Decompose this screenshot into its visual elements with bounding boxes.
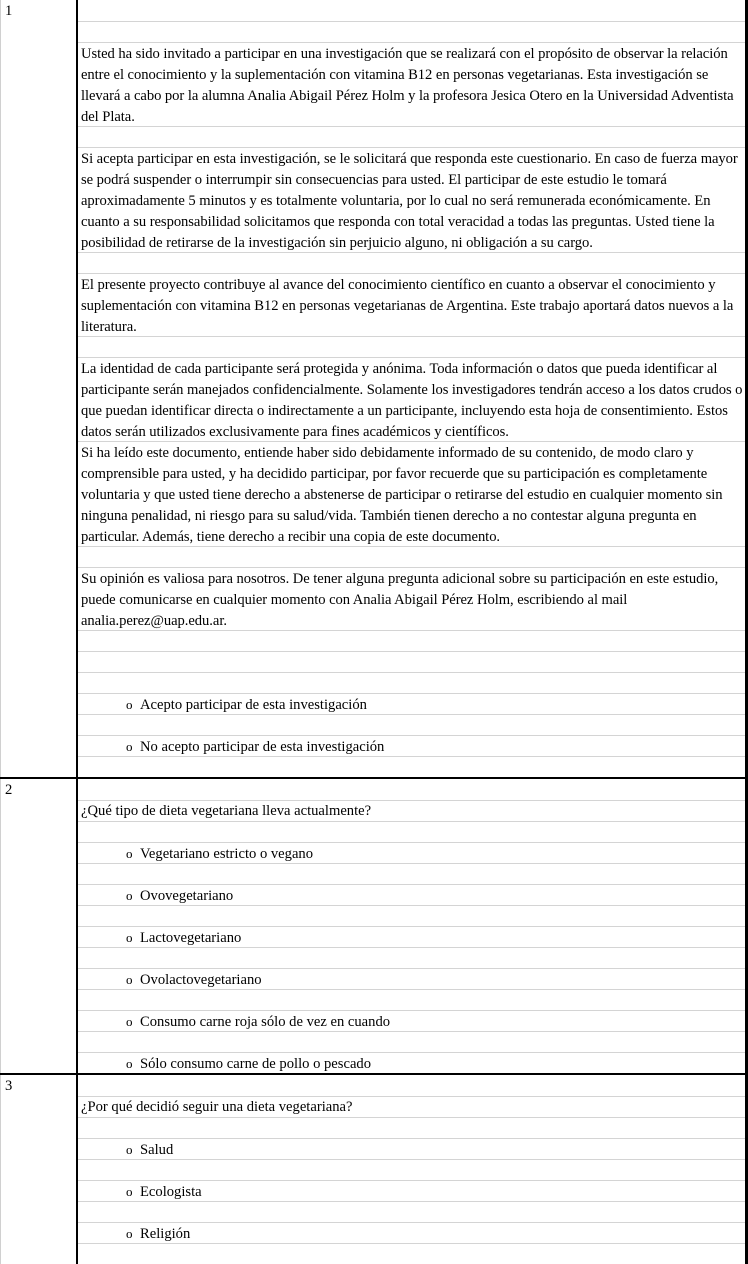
- section-3: [0, 1075, 748, 1264]
- option-accept[interactable]: [78, 693, 745, 714]
- question-number-cell: [0, 0, 78, 777]
- option-label: Lactovegetariano: [140, 930, 242, 946]
- empty-row: [78, 1159, 745, 1180]
- empty-row: [78, 252, 745, 273]
- empty-row: [78, 905, 745, 926]
- empty-row: [78, 756, 745, 777]
- section-content: [78, 779, 748, 1073]
- option-occasional-red-meat[interactable]: [78, 1010, 745, 1031]
- option-decline[interactable]: [78, 735, 745, 756]
- consent-paragraph-contact: Su opinión es valiosa para nosotros. De tener alguna pregunta adicional sobre su participación en este estudio, puede comunicarse en cualquier momento con Analia Abigail Pérez Holm, escribiendo al mail analia.perez@uap.edu.ar.: [78, 567, 745, 630]
- option-health[interactable]: [78, 1138, 745, 1159]
- consent-paragraph-contribution: El presente proyecto contribuye al avance del conocimiento científico en cuanto a observar el conocimiento y suplementación con vitamina B12 en personas vegetarianas de Argentina. Este trabajo aportará datos nuevos a la literatura.: [78, 273, 745, 336]
- radio-bullet-icon: o: [126, 1142, 133, 1157]
- empty-row: [78, 21, 745, 42]
- option-label: Ovovegetariano: [140, 888, 234, 904]
- consent-paragraph-confidentiality: La identidad de cada participante será protegida y anónima. Toda información o datos que pueda identificar al participante serán manejados confidencialmente. Solamente los investigadores tendrán acceso a los datos crudos o que puedan identificar directa o indirectamente a un participante, incluyendo esta hoja de consentimiento. Estos datos serán utilizados exclusivamente para fines académicos y científicos.: [78, 357, 745, 441]
- empty-row: [78, 126, 745, 147]
- option-label: Salud: [140, 1142, 174, 1158]
- empty-row: [78, 672, 745, 693]
- empty-row: [78, 989, 745, 1010]
- option-ovovegetarian[interactable]: [78, 884, 745, 905]
- radio-bullet-icon: o: [126, 1056, 133, 1071]
- option-ovolactovegetarian[interactable]: [78, 968, 745, 989]
- option-label: Acepto participar de esta investigación: [140, 697, 367, 713]
- empty-row: [78, 651, 745, 672]
- empty-row: [78, 1117, 745, 1138]
- question-number-cell: [0, 779, 78, 1073]
- section-content: [78, 1075, 748, 1264]
- option-label: Vegetariano estricto o vegano: [140, 846, 314, 862]
- empty-row: [78, 863, 745, 884]
- question-text: ¿Qué tipo de dieta vegetariana lleva actualmente?: [78, 800, 745, 821]
- empty-row: [78, 714, 745, 735]
- consent-paragraph-rights: Si ha leído este documento, entiende haber sido debidamente informado de su contenido, de modo claro y comprensible para usted, y ha decidido participar, por favor recuerde que su participación es completamente voluntaria y que usted tiene derecho a abstenerse de participar o retirarse del estudio en cualquier momento sin ninguna penalidad, ni riesgo para su salud/vida. También tienen derecho a no contestar alguna pregunta en particular. Además, tiene derecho a recibir una copia de este documento.: [78, 441, 745, 546]
- section-content: [78, 0, 748, 777]
- empty-row: [78, 336, 745, 357]
- option-label: Consumo carne roja sólo de vez en cuando: [140, 1014, 391, 1030]
- option-label: Religión: [140, 1226, 191, 1242]
- option-label: Sólo consumo carne de pollo o pescado: [140, 1056, 372, 1072]
- radio-bullet-icon: o: [126, 1226, 133, 1241]
- empty-row: [78, 821, 745, 842]
- empty-row: [78, 1201, 745, 1222]
- option-label: Ecologista: [140, 1184, 202, 1200]
- option-lactovegetarian[interactable]: [78, 926, 745, 947]
- radio-bullet-icon: o: [126, 697, 133, 712]
- radio-bullet-icon: o: [126, 888, 133, 903]
- question-number: 3: [5, 1078, 13, 1094]
- radio-bullet-icon: o: [126, 1014, 133, 1029]
- option-label: Ovolactovegetariano: [140, 972, 262, 988]
- radio-bullet-icon: o: [126, 972, 133, 987]
- option-vegan[interactable]: [78, 842, 745, 863]
- radio-bullet-icon: o: [126, 1184, 133, 1199]
- section-2: [0, 779, 748, 1075]
- empty-row: [78, 779, 745, 800]
- empty-row: [78, 546, 745, 567]
- question-text: ¿Por qué decidió seguir una dieta vegetariana?: [78, 1096, 745, 1117]
- question-number: 1: [5, 3, 13, 19]
- empty-row: [78, 1031, 745, 1052]
- question-number-cell: [0, 1075, 78, 1264]
- empty-row: [78, 1243, 745, 1264]
- empty-row: [78, 0, 745, 21]
- consent-paragraph-participation: Si acepta participar en esta investigación, se le solicitará que responda este cuestionario. En caso de fuerza mayor se podrá suspender o interrumpir sin consecuencias para usted. El participar de este estudio le tomará aproximadamente 5 minutos y es totalmente voluntaria, por lo cual no será remunerada económicamente. En cuanto a su responsabilidad solicitamos que responda con total veracidad a todas las preguntas. Usted tiene la posibilidad de retirarse de la investigación sin perjuicio alguno, ni obligación a su cargo.: [78, 147, 745, 252]
- option-religion[interactable]: [78, 1222, 745, 1243]
- radio-bullet-icon: o: [126, 846, 133, 861]
- consent-paragraph-invitation: Usted ha sido invitado a participar en una investigación que se realizará con el propósito de observar la relación entre el conocimiento y la suplementación con vitamina B12 en personas vegetarianas. Esta investigación se llevará a cabo por la alumna Analia Abigail Pérez Holm y la profesora Jesica Otero en la Universidad Adventista del Plata.: [78, 42, 745, 126]
- empty-row: [78, 1075, 745, 1096]
- empty-row: [78, 947, 745, 968]
- radio-bullet-icon: o: [126, 739, 133, 754]
- question-number: 2: [5, 782, 13, 798]
- empty-row: [78, 630, 745, 651]
- option-label: No acepto participar de esta investigación: [140, 739, 385, 755]
- option-poultry-fish-only[interactable]: [78, 1052, 745, 1073]
- radio-bullet-icon: o: [126, 930, 133, 945]
- option-ecological[interactable]: [78, 1180, 745, 1201]
